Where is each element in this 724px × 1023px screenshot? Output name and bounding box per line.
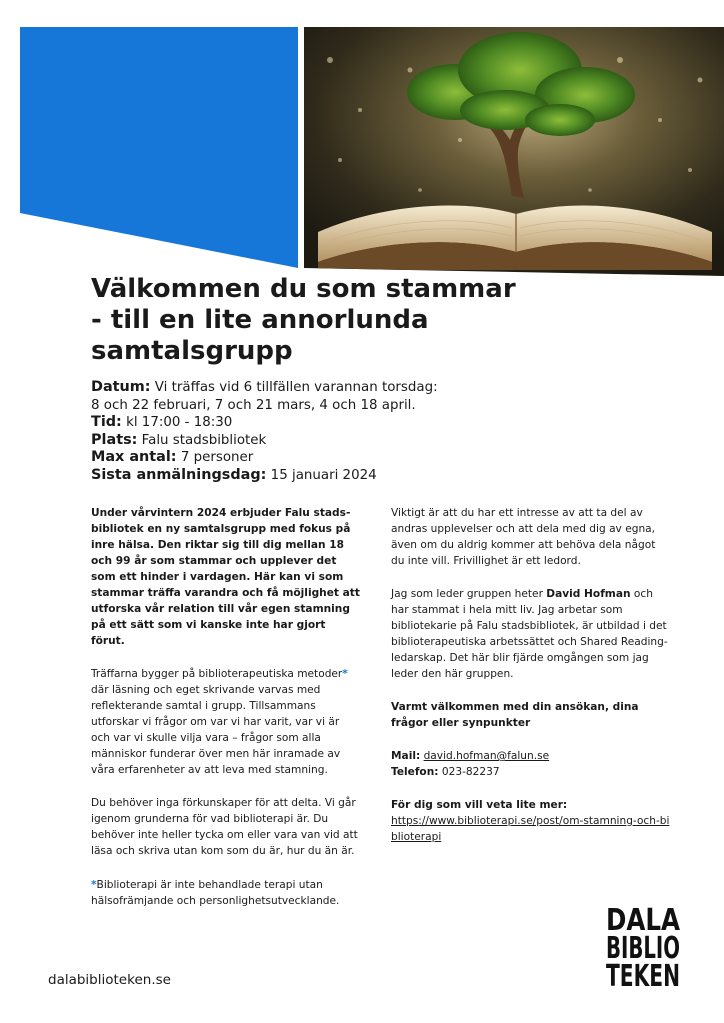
time-value: kl 17:00 - 18:30	[121, 415, 233, 431]
prerequisites-paragraph: Du behöver inga förkunskaper för att delta. Vi går igenom grunderna för vad biblioterapi är. Du behöver inte heller tycka om eller vara van vid att läsa och skriva utan kom som du är, hur du än är.	[91, 797, 358, 857]
max-row	[91, 449, 491, 467]
method-text-rest: där läsning och eget skrivande varvas med reflekterande samtal i grupp. Tillsammans utforskar vi frågor om var vi har varit, var vi är och var vi skulle vilja vara – frågor som alla människor funderar över men här inramade av våra erfarenheter av att leva med stamning.	[91, 684, 341, 776]
time-label: Tid:	[91, 414, 122, 431]
deadline-row	[91, 467, 491, 485]
place-row	[91, 432, 491, 450]
place-label: Plats:	[91, 431, 138, 448]
leader-paragraph	[391, 586, 671, 682]
svg-text:BIBLIO: BIBLIO	[606, 931, 680, 966]
more-info-label: För dig som vill veta lite mer:	[391, 799, 568, 811]
leader-text: och har stammat i hela mitt liv. Jag arbetar som bibliotekarie på Falu stadsbibliotek, är utbildad i det biblioterapeutiska arbetssättet och Shared Reading-ledarskap. Det här blir fjärde omgången som jag leder den här gruppen.	[391, 588, 668, 680]
date-row	[91, 379, 491, 397]
deadline-label: Sista anmälningsdag:	[91, 466, 267, 483]
date-value: Vi träffas vid 6 tillfällen varannan torsdag:	[150, 380, 438, 395]
date-label: Datum:	[91, 379, 151, 395]
deadline-value: 15 januari 2024	[266, 467, 377, 483]
left-column	[91, 505, 361, 876]
phone-value: 023-82237	[441, 766, 500, 778]
leader-name: David Hofman	[546, 588, 631, 600]
tree-book-photo	[304, 27, 724, 277]
logo-icon	[606, 903, 680, 994]
more-info-block	[391, 797, 671, 845]
dalabiblioteken-logo	[603, 903, 683, 994]
footer-site-url[interactable]: dalabiblioteken.se	[48, 972, 171, 988]
place-value: Falu stadsbibliotek	[137, 432, 267, 448]
method-text: Träffarna bygger på biblioterapeutiska metoder	[91, 668, 343, 680]
header-artwork	[0, 0, 724, 300]
title-line-1: Välkommen du som stammar	[91, 274, 516, 304]
svg-text:DALA: DALA	[606, 903, 681, 938]
page-title	[91, 274, 561, 367]
method-paragraph	[91, 666, 361, 778]
more-info-link[interactable]: https://www.biblioterapi.se/post/om-stamning-och-biblioterapi	[391, 815, 670, 843]
footnote-marker: *	[342, 668, 348, 680]
title-line-2: - till en lite annorlunda	[91, 305, 429, 335]
dates-list: 8 och 22 februari, 7 och 21 mars, 4 och 18 april.	[91, 397, 416, 413]
phone-label: Telefon:	[391, 766, 439, 778]
blue-banner-shape	[20, 27, 298, 268]
footnote-text: Biblioterapi är inte behandlade terapi utan hälsofrämjande och personlighetsutvecklande.	[91, 879, 340, 907]
right-column	[391, 505, 671, 862]
intro-paragraph: Under vårvintern 2024 erbjuder Falu stads-bibliotek en ny samtalsgrupp med fokus på inre hälsa. Den riktar sig till dig mellan 18 och 99 år som stammar och upplever det som ett hinder i vardagen. Här kan vi som stammar träffa varandra och få möjlighet att utforska vår relation till vår egen stamning på ett sätt som vi kanske inte har gjort förut.	[91, 507, 360, 647]
leader-intro: Jag som leder gruppen heter	[391, 588, 547, 600]
svg-text:TEKEN: TEKEN	[606, 959, 680, 994]
contact-block	[391, 748, 671, 780]
time-row	[91, 414, 491, 432]
event-details	[91, 379, 491, 485]
footnote-asterisk: *	[91, 879, 97, 891]
max-label: Max antal:	[91, 449, 177, 466]
mail-label: Mail:	[391, 750, 421, 762]
title-line-3: samtalsgrupp	[91, 336, 293, 366]
welcome-text: Varmt välkommen med din ansökan, dina frågor eller synpunkter	[391, 701, 639, 729]
mail-link[interactable]: david.hofman@falun.se	[423, 750, 550, 762]
max-value: 7 personer	[176, 450, 254, 466]
interest-paragraph: Viktigt är att du har ett intresse av att ta del av andras upplevelser och att dela med dig av egna, även om du aldrig kommer att behöva dela något du inte vill. Frivillighet är ett ledord.	[391, 507, 656, 567]
footnote	[91, 877, 361, 909]
